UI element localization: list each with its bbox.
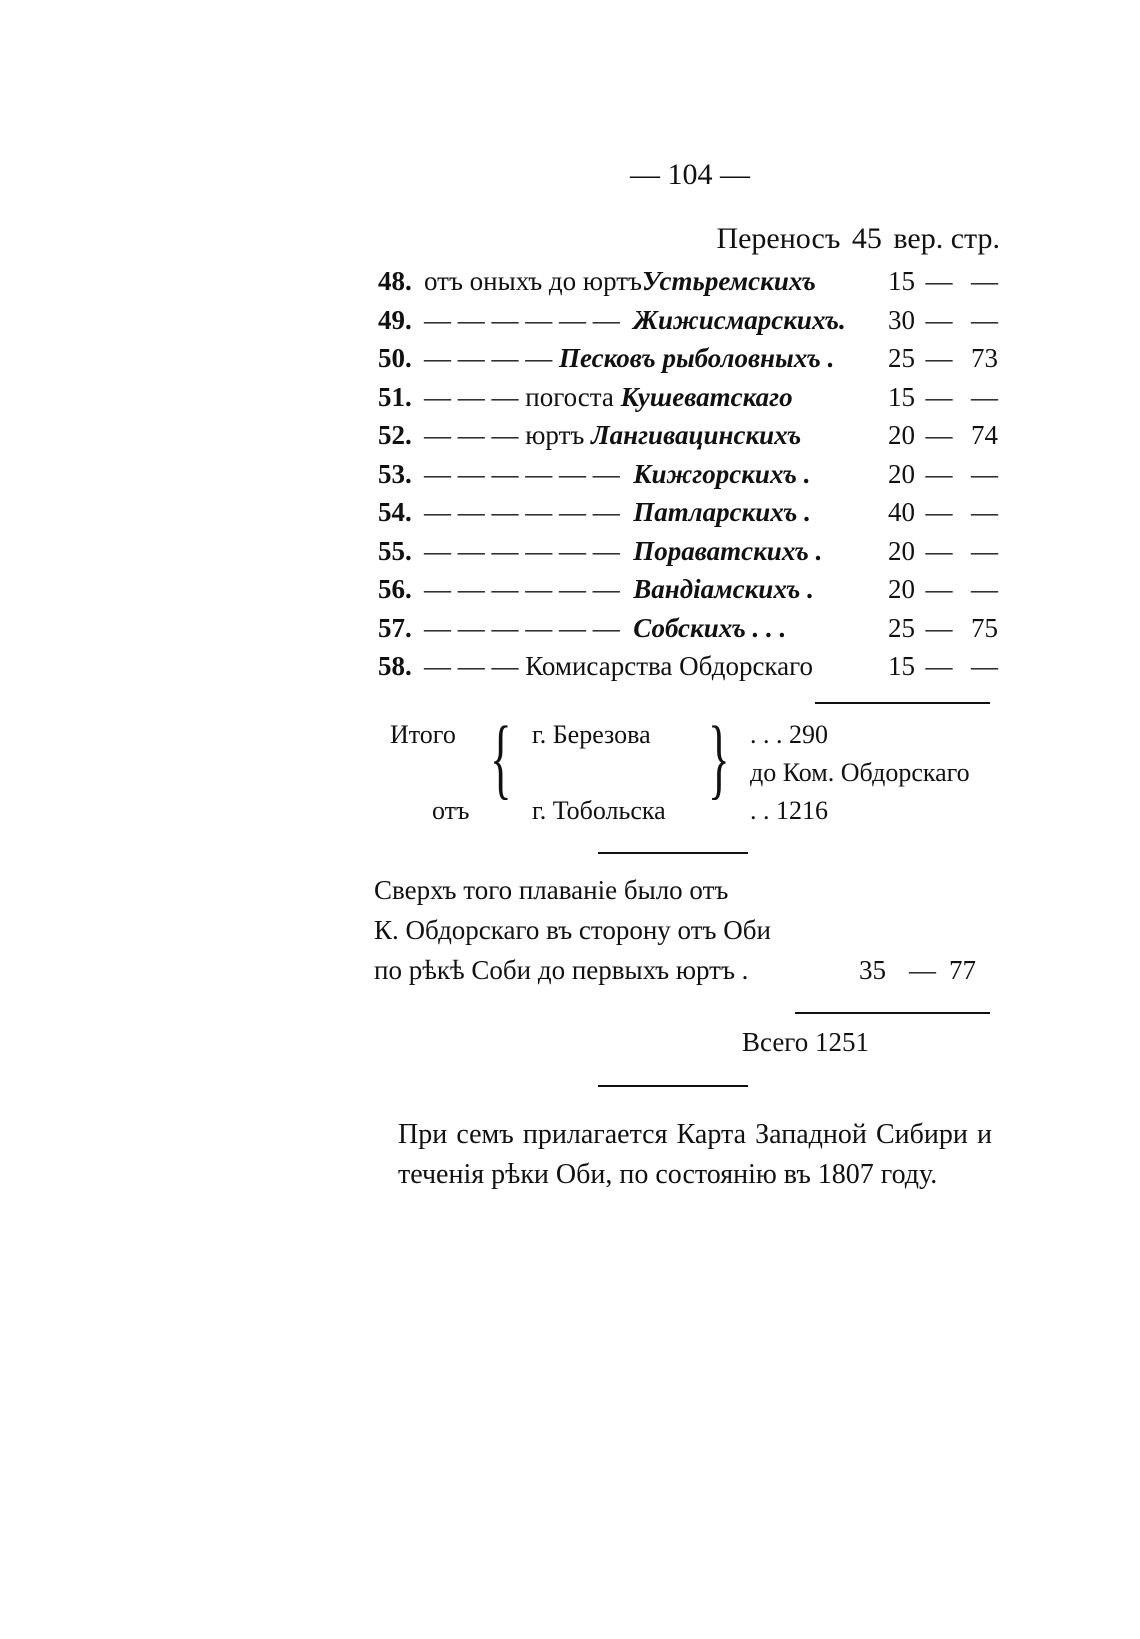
row-number: 58.	[378, 651, 412, 681]
row-number: 49.	[378, 304, 412, 335]
carry-forward-value: 45	[851, 222, 882, 255]
carry-forward-unit: вер. стр.	[893, 222, 1000, 255]
row-separator: —	[925, 651, 953, 681]
extra-line-text: по рѣкѣ Соби до первыхъ юртъ .	[374, 955, 749, 985]
row-place: Лангивацинскихъ	[591, 420, 802, 450]
row-place: Кижгорскихъ .	[633, 458, 811, 489]
map-note: При семъ прилагается Карта Западной Сибири и теченія рѣки Оби, по состоянію въ 1807 году.	[398, 1119, 992, 1190]
grand-total: Всего 1251	[742, 1027, 869, 1057]
left-brace: {	[490, 709, 512, 808]
table-row	[378, 416, 998, 455]
table-row	[378, 262, 998, 301]
summary-ot: отъ	[432, 796, 470, 825]
row-place: Устьремскихъ	[642, 266, 816, 296]
extra-verst: 35	[859, 955, 886, 985]
extra-line	[374, 950, 994, 990]
row-number: 53.	[378, 458, 412, 489]
row-separator: —	[925, 266, 953, 296]
row-sazhen: 75	[971, 612, 998, 643]
row-lead: — — — — — —	[424, 612, 620, 643]
row-place: Собскихъ . . .	[633, 612, 787, 643]
section-rule	[598, 852, 748, 854]
row-lead: отъ оныхъ до юртъ	[424, 266, 642, 296]
summary-block	[378, 700, 1018, 830]
row-sazhen: 73	[971, 343, 998, 373]
carry-forward	[640, 222, 1000, 256]
table-row	[378, 609, 998, 648]
row-sazhen: —	[971, 304, 998, 335]
row-sazhen: 74	[971, 420, 998, 450]
row-number: 55.	[378, 535, 412, 566]
row-place: Жижисмарскихъ.	[633, 304, 846, 335]
row-verst: 25	[888, 343, 915, 373]
row-number: 52.	[378, 420, 412, 450]
row-verst: 15	[888, 381, 915, 412]
table-row	[378, 493, 998, 532]
row-place: Пораватскихъ .	[633, 535, 823, 566]
table-row	[378, 301, 998, 340]
row-sazhen: —	[971, 574, 998, 604]
summary-destination: до Ком. Обдорскаго	[750, 758, 970, 787]
total-rule	[795, 1012, 990, 1014]
row-verst: 15	[888, 266, 915, 296]
extra-sazhen: 77	[949, 955, 976, 985]
row-verst: 25	[888, 612, 915, 643]
summary-from-berezov: г. Березова	[532, 720, 651, 749]
row-lead: — — — погоста	[424, 381, 614, 412]
row-lead: — — — — — —	[424, 304, 620, 335]
row-lead: — — — —	[424, 343, 553, 373]
section-rule	[598, 1085, 748, 1087]
row-verst: 30	[888, 304, 915, 335]
table-row	[378, 570, 998, 609]
summary-from-tobolsk: г. Тобольска	[532, 796, 666, 825]
row-place: Патларскихъ .	[633, 497, 811, 527]
table-row	[378, 339, 998, 378]
row-separator: —	[925, 574, 953, 604]
row-verst: 20	[888, 458, 915, 489]
row-lead: — — — — — —	[424, 497, 620, 527]
row-sazhen: —	[971, 497, 998, 527]
summary-itogo: Итого	[390, 720, 456, 749]
row-separator: —	[925, 343, 953, 373]
row-lead: — — — — — —	[424, 535, 620, 566]
row-sazhen: —	[971, 266, 998, 296]
table-row	[378, 455, 998, 494]
extra-line: К. Обдорскаго въ сторону отъ Оби	[374, 915, 771, 945]
row-verst: 20	[888, 535, 915, 566]
row-separator: —	[925, 497, 953, 527]
row-number: 50.	[378, 343, 412, 373]
table-row	[378, 647, 998, 686]
row-separator: —	[925, 381, 953, 412]
row-place: Кушеватскаго	[620, 381, 793, 412]
row-lead: — — — юртъ	[424, 420, 585, 450]
page-number: — 104 —	[630, 158, 750, 191]
extra-separator: —	[909, 955, 936, 985]
carry-forward-label: Переносъ	[716, 222, 841, 255]
row-lead: — — — — — —	[424, 458, 620, 489]
summary-value-tobolsk: . . 1216	[750, 796, 828, 825]
row-number: 48.	[378, 266, 412, 296]
right-brace: }	[708, 709, 730, 808]
row-separator: —	[925, 612, 953, 643]
row-number: 56.	[378, 574, 412, 604]
table-row	[378, 378, 998, 417]
row-number: 54.	[378, 497, 412, 527]
row-separator: —	[925, 535, 953, 566]
row-sazhen: —	[971, 381, 998, 412]
row-place: Песковъ рыболовныхъ .	[559, 343, 835, 373]
row-separator: —	[925, 304, 953, 335]
row-separator: —	[925, 420, 953, 450]
row-separator: —	[925, 458, 953, 489]
row-sazhen: —	[971, 651, 998, 681]
extra-line: Сверхъ того плаваніе было отъ	[374, 875, 729, 905]
row-number: 51.	[378, 381, 412, 412]
row-verst: 20	[888, 420, 915, 450]
row-verst: 20	[888, 574, 915, 604]
row-sazhen: —	[971, 458, 998, 489]
row-sazhen: —	[971, 535, 998, 566]
extra-voyage	[374, 870, 994, 990]
row-lead: — — — Комисарства Обдорскаго	[424, 651, 814, 681]
row-number: 57.	[378, 612, 412, 643]
row-verst: 15	[888, 651, 915, 681]
summary-value-berezov: . . . 290	[750, 720, 828, 749]
row-verst: 40	[888, 497, 915, 527]
row-lead: — — — — — —	[424, 574, 620, 604]
row-place: Вандіамскихъ .	[633, 574, 814, 604]
distance-table	[378, 262, 998, 686]
table-row	[378, 532, 998, 571]
